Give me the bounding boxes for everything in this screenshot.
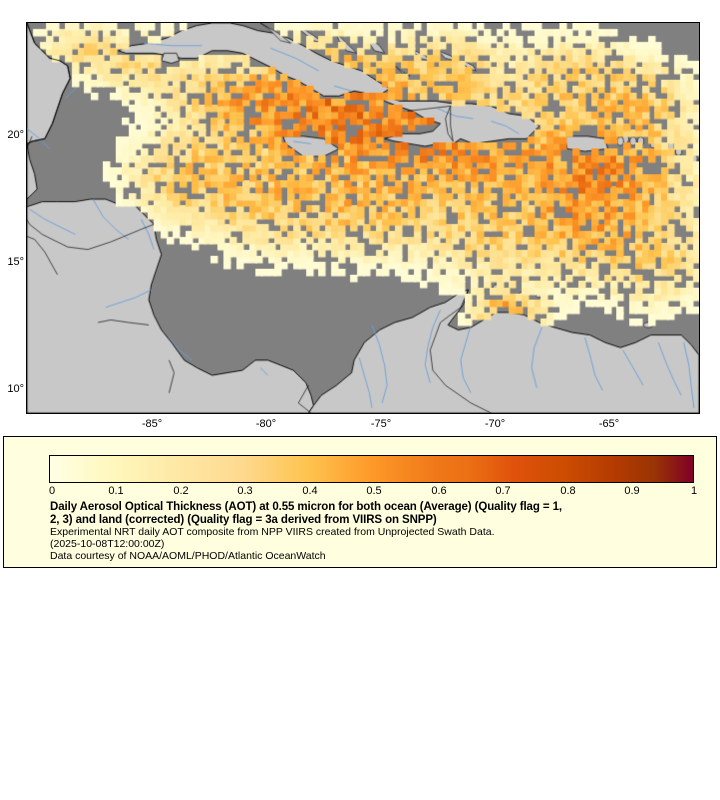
- caption-title-line1: Daily Aerosol Optical Thickness (AOT) at 0.55 micron for both ocean (Average) (Quality flag = 1,: [50, 501, 562, 513]
- caption-sub-line2: (2025-10-08T12:00:00Z): [50, 538, 165, 550]
- colorbar-tick: 0.2: [173, 485, 189, 497]
- colorbar-tick: 0.9: [624, 485, 640, 497]
- y-tick-label: 15°: [7, 256, 24, 268]
- colorbar-tick: 0.8: [560, 485, 576, 497]
- caption-block: [50, 501, 710, 562]
- colorbar-tick: 1: [690, 485, 698, 497]
- colorbar-tick: 0.5: [366, 485, 382, 497]
- caption-sub-line1: Experimental NRT daily AOT composite from NPP VIIRS created from Unprojected Swath Data.: [50, 526, 495, 538]
- colorbar-panel: [3, 436, 717, 568]
- x-tick-label: -70°: [484, 418, 506, 430]
- colorbar-tick: 0.4: [302, 485, 318, 497]
- colorbar-tick: 0.7: [495, 485, 511, 497]
- x-tick-label: -65°: [598, 418, 620, 430]
- caption-sub-line3: Data courtesy of NOAA/AOML/PHOD/Atlantic OceanWatch: [50, 550, 326, 562]
- y-tick-label: 20°: [7, 129, 24, 141]
- colorbar-tick: 0.6: [431, 485, 447, 497]
- y-tick-label: 10°: [7, 383, 24, 395]
- x-tick-label: -85°: [141, 418, 163, 430]
- caption-title-line2: 2, 3) and land (corrected) (Quality flag = 3a derived from VIIRS on SNPP): [50, 513, 437, 526]
- x-tick-label: -75°: [370, 418, 392, 430]
- colorbar-gradient: [49, 455, 694, 483]
- aot-map-canvas[interactable]: [27, 23, 699, 413]
- x-tick-label: -80°: [255, 418, 277, 430]
- colorbar-tick: 0.1: [108, 485, 124, 497]
- colorbar-tick: 0.3: [237, 485, 253, 497]
- colorbar-tick: 0: [48, 485, 56, 497]
- map-panel: [7, 22, 700, 430]
- map-frame[interactable]: [26, 22, 700, 414]
